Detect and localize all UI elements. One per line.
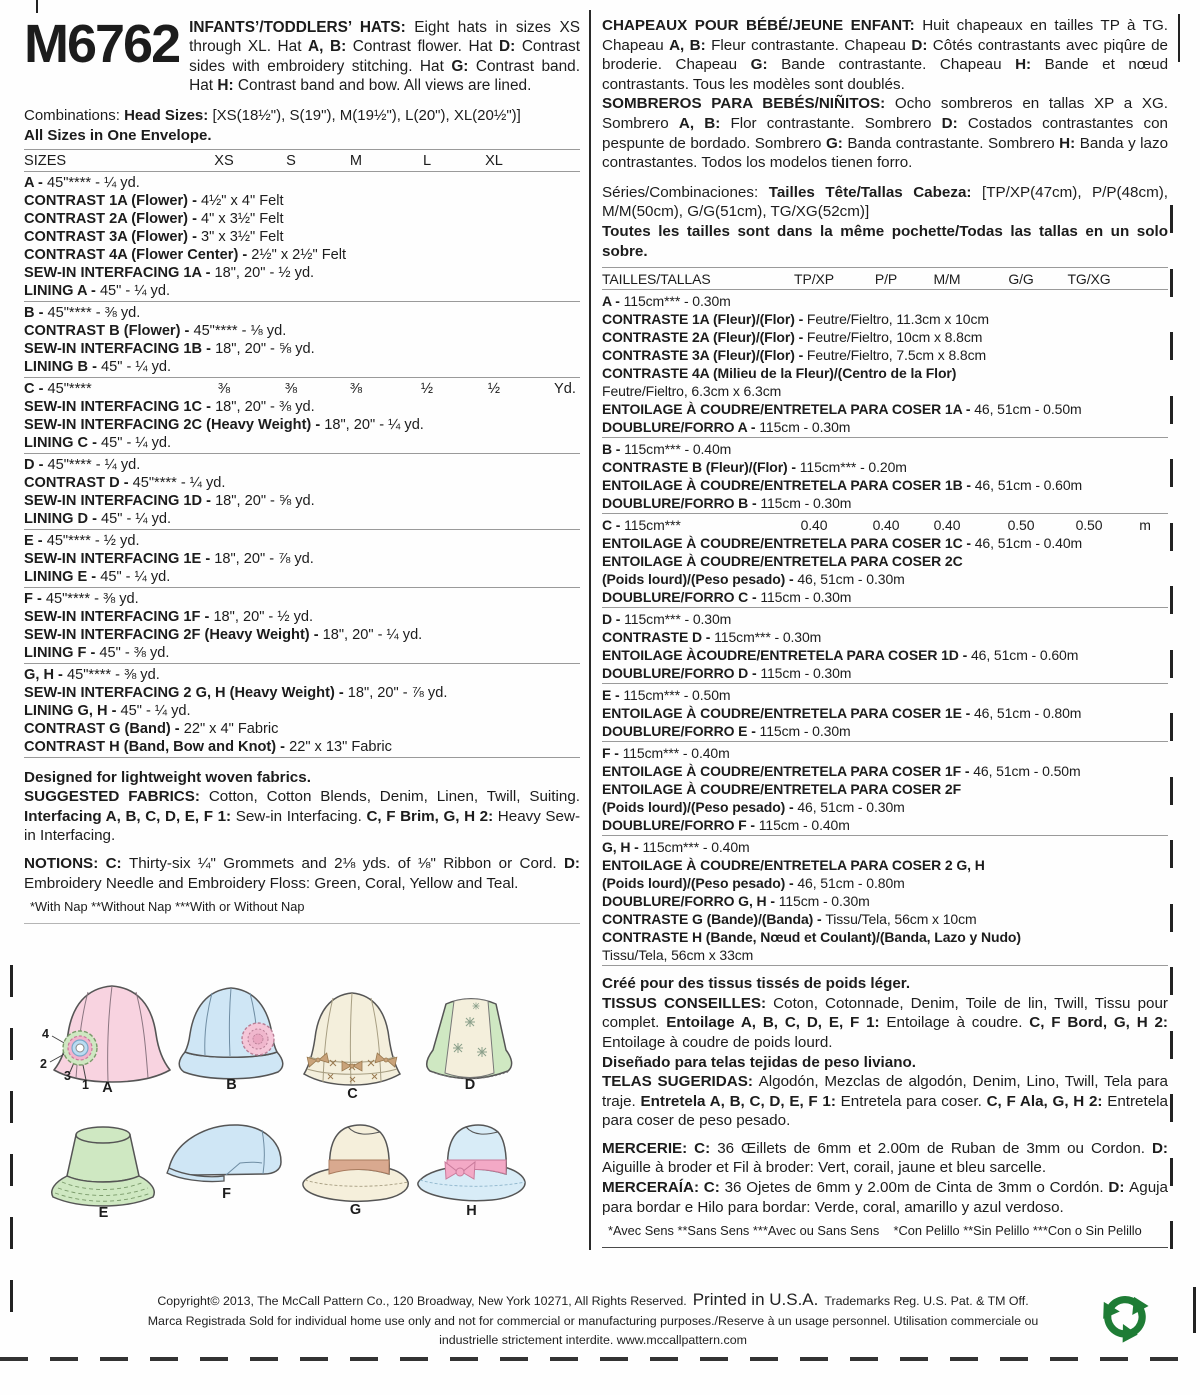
hat-a-label: A xyxy=(102,1080,113,1096)
table-row: DOUBLURE/FORRO F - 115cm - 0.40m xyxy=(602,817,850,834)
table-row: G, H - 115cm*** - 0.40m xyxy=(602,839,750,856)
table-row: LINING C - 45" - ¼ yd. xyxy=(24,434,172,451)
table-row: CONTRAST G (Band) - 22" x 4" Fabric xyxy=(24,720,279,737)
mercerie: MERCERIE: C: 36 Œillets de 6mm et 2.00m de Ruban de 3mm ou Cordon. D: Aiguille à broder et Fil à broder: Vert, corail, jaune et bleu sarcelle. xyxy=(602,1139,1168,1177)
hat-h-label: H xyxy=(466,1203,477,1219)
designed-for-en: Designed for lightweight woven fabrics. xyxy=(24,768,311,786)
table-row: ENTOILAGE ÀCOUDRE/ENTRETELA PARA COSER 1D - 46, 51cm - 0.60m xyxy=(602,647,1079,664)
table-row: LINING G, H - 45" - ¼ yd. xyxy=(24,702,191,719)
table-row: LINING A - 45" - ¼ yd. xyxy=(24,282,171,299)
pattern-number: M6762 xyxy=(24,14,180,74)
table-row: DOUBLURE/FORRO B - 115cm - 0.30m xyxy=(602,495,852,512)
designed-for-fr: Créé pour des tissus tissés de poids léger. xyxy=(602,975,911,993)
registration-mark xyxy=(1170,269,1173,297)
table-row: E - 45"**** - ½ yd. xyxy=(24,532,140,549)
hat-f-drawing xyxy=(164,1118,289,1190)
footer-line-3: industrielle strictement interdite. www.mccallpattern.com xyxy=(439,1333,747,1347)
french-spanish-column xyxy=(602,16,1168,1248)
hat-d-label: D xyxy=(464,1077,476,1093)
table-row: CONTRAST B (Flower) - 45"**** - ⅛ yd. xyxy=(24,322,287,339)
table-row: CONTRAST H (Band, Bow and Knot) - 22" x 13" Fabric xyxy=(24,738,392,755)
hat-g-illustration xyxy=(298,1120,413,1218)
registration-mark xyxy=(1170,1094,1173,1122)
table-row: CONTRASTE 3A (Fleur)/(Flor) - Feutre/Fieltro, 7.5cm x 8.8cm xyxy=(602,347,987,364)
registration-mark xyxy=(1170,523,1173,551)
registration-mark xyxy=(1170,332,1173,360)
table-row: G, H - 45"**** - ⅜ yd. xyxy=(24,666,160,683)
table-row: SEW-IN INTERFACING 1B - 18", 20" - ⅝ yd. xyxy=(24,340,315,357)
hat-h-drawing xyxy=(414,1118,529,1213)
table-row: SIZES XS S M L XL xyxy=(24,152,503,169)
hat-a-drawing xyxy=(40,978,175,1090)
table-row: SEW-IN INTERFACING 1E - 18", 20" - ⅞ yd. xyxy=(24,550,314,567)
yardage-table-fr-es xyxy=(602,267,1168,966)
all-sizes-line: All Sizes in One Envelope. xyxy=(24,126,212,144)
table-row: ENTOILAGE À COUDRE/ENTRETELA PARA COSER 1E - 46, 51cm - 0.80m xyxy=(602,705,1082,722)
header xyxy=(24,16,580,96)
table-row: ENTOILAGE À COUDRE/ENTRETELA PARA COSER 1F - 46, 51cm - 0.50m xyxy=(602,763,1081,780)
table-row: CONTRAST 3A (Flower) - 3" x 3½" Felt xyxy=(24,228,284,245)
table-row: Feutre/Fieltro, 6.3cm x 6.3cm xyxy=(602,383,782,400)
registration-mark xyxy=(1193,1287,1196,1333)
hat-illustrations xyxy=(24,958,580,1288)
hat-a-illustration xyxy=(40,978,175,1096)
table-row: SEW-IN INTERFACING 1D - 18", 20" - ⅝ yd. xyxy=(24,492,315,509)
table-row: CONTRASTE 1A (Fleur)/(Flor) - Feutre/Fieltro, 11.3cm x 10cm xyxy=(602,311,989,328)
hat-e-drawing xyxy=(46,1120,161,1215)
table-row: CONTRAST 2A (Flower) - 4" x 3½" Felt xyxy=(24,210,284,227)
table-row: ENTOILAGE À COUDRE/ENTRETELA PARA COSER 1B - 46, 51cm - 0.60m xyxy=(602,477,1083,494)
hat-f-illustration xyxy=(164,1118,289,1202)
flower-a xyxy=(63,1031,97,1065)
hat-c-illustration xyxy=(300,986,405,1102)
table-row: CONTRASTE B (Fleur)/(Flor) - 115cm*** - 0.20m xyxy=(602,459,907,476)
hat-e-illustration xyxy=(46,1120,161,1221)
notions: NOTIONS: C: Thirty-six ¼" Grommets and 2⅛ yds. of ⅛" Ribbon or Cord. D: Embroidery Needle and Embroidery Floss: Green, Coral, Yellow and Teal. xyxy=(24,855,580,892)
hat-c-drawing xyxy=(300,986,405,1096)
table-row: LINING E - 45" - ¼ yd. xyxy=(24,568,171,585)
registration-mark xyxy=(10,1217,13,1249)
table-row: F - 115cm*** - 0.40m xyxy=(602,745,730,762)
right-column-rule xyxy=(602,1247,1168,1248)
registration-mark xyxy=(1170,586,1173,614)
combinations-line: Combinations: Head Sizes: [XS(18½"), S(19"), M(19½"), L(20"), XL(20½")] xyxy=(24,106,521,124)
table-row: ENTOILAGE À COUDRE/ENTRETELA PARA COSER 2F xyxy=(602,781,962,798)
telas-sugeridas: TELAS SUGERIDAS: Algodón, Mezclas de algodón, Denim, Lino, Twill, Tela para traje. Entretela A, B, C, D, E, F 1: Entretela para coser. C, F Ala, G, H 2: Entretela para coser de peso pesado. xyxy=(602,1073,1169,1130)
hat-g-label: G xyxy=(349,1202,362,1218)
table-row: E - 115cm*** - 0.50m xyxy=(602,687,731,704)
flower-callout-4: 4 xyxy=(42,1027,49,1041)
nap-footnote-en: *With Nap **Without Nap ***With or Without Nap xyxy=(30,899,305,915)
registration-mark xyxy=(1170,459,1173,487)
table-row: (Poids lourd)/(Peso pesado) - 46, 51cm - 0.80m xyxy=(602,875,905,892)
table-row: (Poids lourd)/(Peso pesado) - 46, 51cm - 0.30m xyxy=(602,799,905,816)
hat-d-illustration xyxy=(420,992,520,1093)
flower-callout-2: 2 xyxy=(40,1057,47,1071)
table-row: CONTRAST 4A (Flower Center) - 2½" x 2½" Felt xyxy=(24,246,347,263)
registration-mark xyxy=(10,1280,13,1312)
registration-mark xyxy=(10,965,13,997)
merceraia: MERCERAÍA: C: 36 Ojetes de 6mm y 2.00m de Cinta de 3mm o Cordón. D: Aguja para bordar e Hilo para bordar: Verde, coral, amarillo y azul verdoso. xyxy=(602,1179,1169,1216)
table-row: B - 115cm*** - 0.40m xyxy=(602,441,732,458)
table-row: SEW-IN INTERFACING 2F (Heavy Weight) - 18", 20" - ¼ yd. xyxy=(24,626,423,643)
hat-c-label: C xyxy=(347,1086,358,1102)
footer xyxy=(28,1290,1158,1351)
registration-mark xyxy=(10,1028,13,1060)
registration-mark xyxy=(1170,967,1173,995)
registration-mark xyxy=(1170,650,1173,678)
registration-mark xyxy=(1178,14,1180,62)
table-row: ENTOILAGE À COUDRE/ENTRETELA PARA COSER 2C xyxy=(602,553,963,570)
hat-f-label: F xyxy=(222,1186,231,1202)
hat-e-label: E xyxy=(98,1205,109,1221)
tissus-conseilles: TISSUS CONSEILLES: Coton, Cotonnade, Denim, Toile de lin, Twill, Tissu pour complet. Entoilage A, B, C, D, E, F 1: Entoilage à coudre. C, F Bord, G, H 2: Entoilage à coudre de poids lourd. xyxy=(602,994,1168,1051)
trademark-text: Trademarks Reg. U.S. Pat. & TM Off. xyxy=(824,1294,1029,1308)
table-row: A - 115cm*** - 0.30m xyxy=(602,293,731,310)
flower-b xyxy=(242,1023,274,1055)
hat-g-drawing xyxy=(298,1120,413,1212)
registration-mark xyxy=(1170,904,1173,932)
table-row: DOUBLURE/FORRO C - 115cm - 0.30m xyxy=(602,589,852,606)
table-row: ENTOILAGE À COUDRE/ENTRETELA PARA COSER 2 G, H xyxy=(602,857,985,874)
table-row: LINING F - 45" - ⅜ yd. xyxy=(24,644,170,661)
yardage-table-en xyxy=(24,149,580,758)
table-row: CONTRASTE D - 115cm*** - 0.30m xyxy=(602,629,822,646)
registration-mark xyxy=(1170,1221,1173,1249)
registration-mark xyxy=(1170,1158,1173,1186)
table-row: DOUBLURE/FORRO A - 115cm - 0.30m xyxy=(602,419,851,436)
table-row: LINING B - 45" - ¼ yd. xyxy=(24,358,172,375)
column-divider xyxy=(589,10,591,1250)
copyright-text: Copyright© 2013, The McCall Pattern Co., 120 Broadway, New York 10271, All Rights Reserved. xyxy=(157,1294,687,1308)
description-fr: CHAPEAUX POUR BÉBÉ/JEUNE ENFANT: Huit chapeaux en tailles TP à TG. Chapeau A, B: Fleur contrastante. Chapeau D: Côtés contrastants avec piqûre de broderie. Chapeau G: Bande contrastante. Chapeau H: Bande et nœud contrastants. Tous les modèles sont doublés. xyxy=(602,17,1169,93)
registration-mark xyxy=(1170,205,1173,233)
registration-mark xyxy=(1170,840,1173,868)
series-line: Séries/Combinaciones: Tailles Tête/Tallas Cabeza: [TP/XP(47cm), P/P(48cm), M/M(50cm), G/G(51cm), TG/XG(52cm)] xyxy=(602,183,1169,221)
table-row: SEW-IN INTERFACING 1F - 18", 20" - ½ yd. xyxy=(24,608,314,625)
description-es: SOMBREROS PARA BEBÉS/NIÑITOS: Ocho sombreros en tallas XP a XG. Sombrero A, B: Flor contrastante. Sombrero D: Costados contrastantes con pespunte de bordado. Sombrero G: Banda contrastante. Sombrero H: Banda y lazo contrastantes. Todos los modelos tienen forro. xyxy=(602,95,1169,172)
recycle-icon xyxy=(1096,1286,1154,1349)
table-row: SEW-IN INTERFACING 2 G, H (Heavy Weight) - 18", 20" - ⅞ yd. xyxy=(24,684,448,701)
table-row: SEW-IN INTERFACING 1C - 18", 20" - ⅜ yd. xyxy=(24,398,315,415)
nap-footnote-fr-es: *Avec Sens **Sans Sens ***Avec ou Sans Sens *Con Pelillo **Sin Pelillo ***Con o Sin Pelillo xyxy=(608,1223,1142,1239)
table-row: DOUBLURE/FORRO E - 115cm - 0.30m xyxy=(602,723,851,740)
table-row: CONTRASTE 4A (Milieu de la Fleur)/(Centro de la Flor) xyxy=(602,365,957,382)
english-column xyxy=(24,16,580,924)
table-row: C - 45"**** ⅜ ⅜ ⅜ ½ ½ Yd. xyxy=(24,380,576,397)
hat-h-illustration xyxy=(414,1118,529,1219)
table-row: CONTRAST 1A (Flower) - 4½" x 4" Felt xyxy=(24,192,284,209)
table-row: ENTOILAGE À COUDRE/ENTRETELA PARA COSER 1C - 46, 51cm - 0.40m xyxy=(602,535,1083,552)
table-row: C - 115cm*** 0.40 0.40 0.40 0.50 0.50 m xyxy=(602,517,1151,534)
table-row: DOUBLURE/FORRO D - 115cm - 0.30m xyxy=(602,665,852,682)
table-row: SEW-IN INTERFACING 1A - 18", 20" - ½ yd. xyxy=(24,264,315,281)
flower-callout-3: 3 xyxy=(64,1069,71,1083)
table-row: DOUBLURE/FORRO G, H - 115cm - 0.30m xyxy=(602,893,870,910)
table-row: ENTOILAGE À COUDRE/ENTRETELA PARA COSER 1A - 46, 51cm - 0.50m xyxy=(602,401,1082,418)
registration-mark xyxy=(1170,396,1173,424)
table-row: (Poids lourd)/(Peso pesado) - 46, 51cm - 0.30m xyxy=(602,571,905,588)
table-row: CONTRASTE G (Bande)/(Banda) - Tissu/Tela, 56cm x 10cm xyxy=(602,911,977,928)
registration-mark xyxy=(1170,713,1173,741)
table-row: B - 45"**** - ⅜ yd. xyxy=(24,304,141,321)
left-column-rule xyxy=(24,923,580,924)
registration-mark xyxy=(1170,777,1173,805)
suggested-fabrics: SUGGESTED FABRICS: Cotton, Cotton Blends, Denim, Linen, Twill, Suiting. Interfacing A, B, C, D, E, F 1: Sew-in Interfacing. C, F Brim, G, H 2: Heavy Sew-in Interfacing. xyxy=(24,788,581,845)
registration-mark xyxy=(36,0,38,13)
hat-d-drawing xyxy=(420,992,520,1087)
registration-mark xyxy=(1170,1031,1173,1059)
table-row: D - 115cm*** - 0.30m xyxy=(602,611,732,628)
table-row: TAILLES/TALLAS TP/XP P/P M/M G/G TG/XG xyxy=(602,271,1111,288)
registration-mark xyxy=(10,1154,13,1186)
table-row: Tissu/Tela, 56cm x 33cm xyxy=(602,947,754,964)
table-row: CONTRASTE 2A (Fleur)/(Flor) - Feutre/Fieltro, 10cm x 8.8cm xyxy=(602,329,983,346)
table-row: A - 45"**** - ¼ yd. xyxy=(24,174,140,191)
table-row: D - 45"**** - ¼ yd. xyxy=(24,456,141,473)
table-row: LINING D - 45" - ¼ yd. xyxy=(24,510,172,527)
hat-b-drawing xyxy=(174,982,289,1087)
footer-line-1 xyxy=(28,1290,1158,1312)
description-en: INFANTS’/TODDLERS’ HATS: Eight hats in sizes XS through XL. Hat A, B: Contrast flower. Hat D: Contrast sides with embroidery stitching. Hat G: Contrast band. Hat H: Contrast band and bow. All views are lined. xyxy=(189,19,580,95)
flower-callout-1: 1 xyxy=(82,1078,89,1092)
table-row: SEW-IN INTERFACING 2C (Heavy Weight) - 18", 20" - ¼ yd. xyxy=(24,416,424,433)
footer-line-2: Marca Registrada Sold for individual home use only and not for commercial or manufacturing purposes./Reserve à un usage personnel. Utilisation commerciale ou xyxy=(147,1313,1039,1328)
table-row: CONTRAST D - 45"**** - ¼ yd. xyxy=(24,474,226,491)
hat-b-illustration xyxy=(174,982,289,1093)
printed-in-usa: Printed in U.S.A. xyxy=(692,1290,819,1309)
cut-line xyxy=(0,1357,1200,1361)
table-row: F - 45"**** - ⅜ yd. xyxy=(24,590,139,607)
registration-mark xyxy=(10,1091,13,1123)
hat-b-label: B xyxy=(226,1077,237,1093)
designed-for-es: Diseñado para telas tejidas de peso liviano. xyxy=(602,1053,916,1071)
all-sizes-line-fr-es: Toutes les tailles sont dans la même pochette/Todas las tallas en un solo sobre. xyxy=(602,222,1168,260)
table-row: CONTRASTE H (Bande, Nœud et Coulant)/(Banda, Lazo y Nudo) xyxy=(602,929,1021,946)
